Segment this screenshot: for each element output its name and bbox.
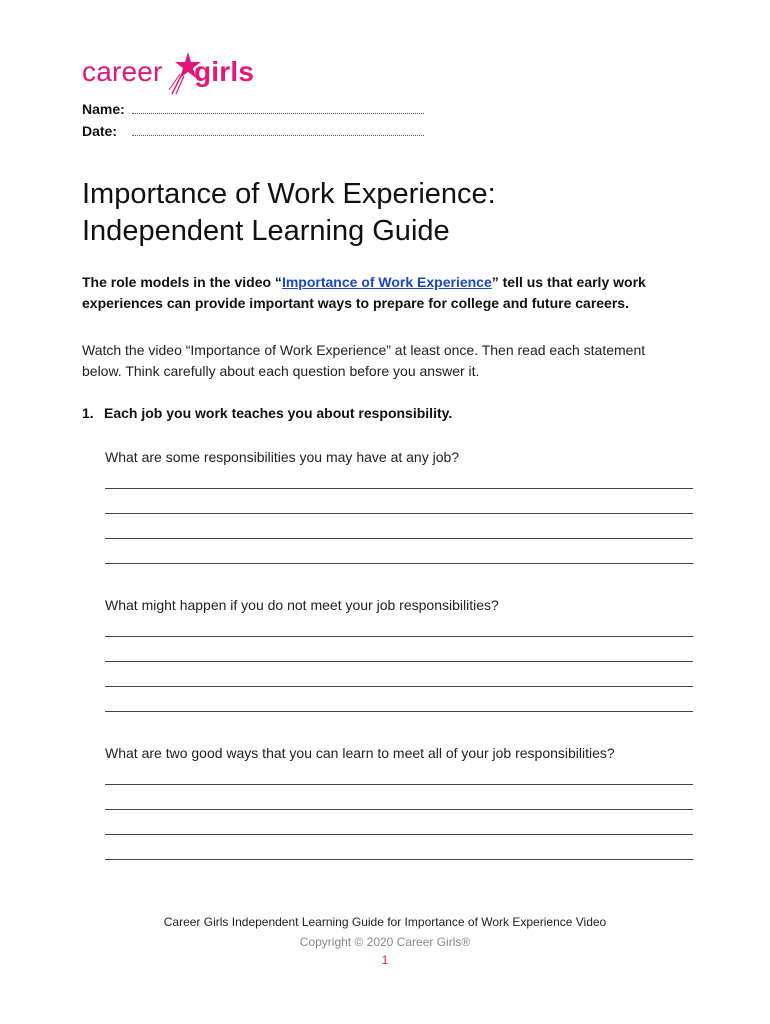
answer-line[interactable] — [105, 563, 693, 564]
answer-line[interactable] — [105, 784, 693, 785]
answer-line[interactable] — [105, 513, 693, 514]
intro-text-before: The role models in the video “ — [82, 274, 282, 290]
answer-line[interactable] — [105, 538, 693, 539]
answer-line[interactable] — [105, 636, 693, 637]
question-text: Each job you work teaches you about responsibility. — [104, 405, 453, 421]
logo-word-career: career — [82, 56, 163, 87]
name-label: Name: — [82, 101, 125, 117]
date-field — [82, 123, 424, 139]
subquestion-2: What might happen if you do not meet your job responsibilities? — [105, 597, 499, 613]
date-label: Date: — [82, 123, 118, 139]
question-heading — [82, 405, 452, 421]
page-title — [82, 176, 702, 250]
date-line — [132, 123, 424, 136]
instructions-paragraph: Watch the video “Importance of Work Experience” at least once. Then read each statement below. Think carefully about each question before you answer it. — [82, 342, 646, 379]
answer-line[interactable] — [105, 661, 693, 662]
name-field — [82, 101, 424, 117]
subquestion-1: What are some responsibilities you may have at any job? — [105, 449, 460, 465]
answer-line[interactable] — [105, 834, 693, 835]
footer-title: Career Girls Independent Learning Guide for Importance of Work Experience Video — [163, 915, 607, 929]
answer-line[interactable] — [105, 686, 693, 687]
answer-line[interactable] — [105, 711, 693, 712]
footer-copyright: Copyright © 2020 Career Girls® — [299, 935, 471, 949]
answer-line[interactable] — [105, 859, 693, 860]
question-number: 1. — [82, 405, 94, 421]
subquestion-3: What are two good ways that you can learn to meet all of your job responsibilities? — [105, 745, 615, 761]
intro-paragraph — [82, 272, 702, 314]
answer-line[interactable] — [105, 809, 693, 810]
answer-line[interactable] — [105, 488, 693, 489]
video-link[interactable]: Importance of Work Experience — [281, 274, 492, 290]
page-number: 1 — [381, 953, 389, 967]
intro-text-after: ” tell us that early work experiences can provide important ways to prepare for college and future careers. — [82, 274, 646, 311]
name-line — [132, 101, 424, 114]
logo-word-girls: girls — [194, 56, 255, 87]
title-line-2: Independent Learning Guide — [82, 215, 450, 247]
title-line-1: Importance of Work Experience: — [82, 178, 496, 210]
